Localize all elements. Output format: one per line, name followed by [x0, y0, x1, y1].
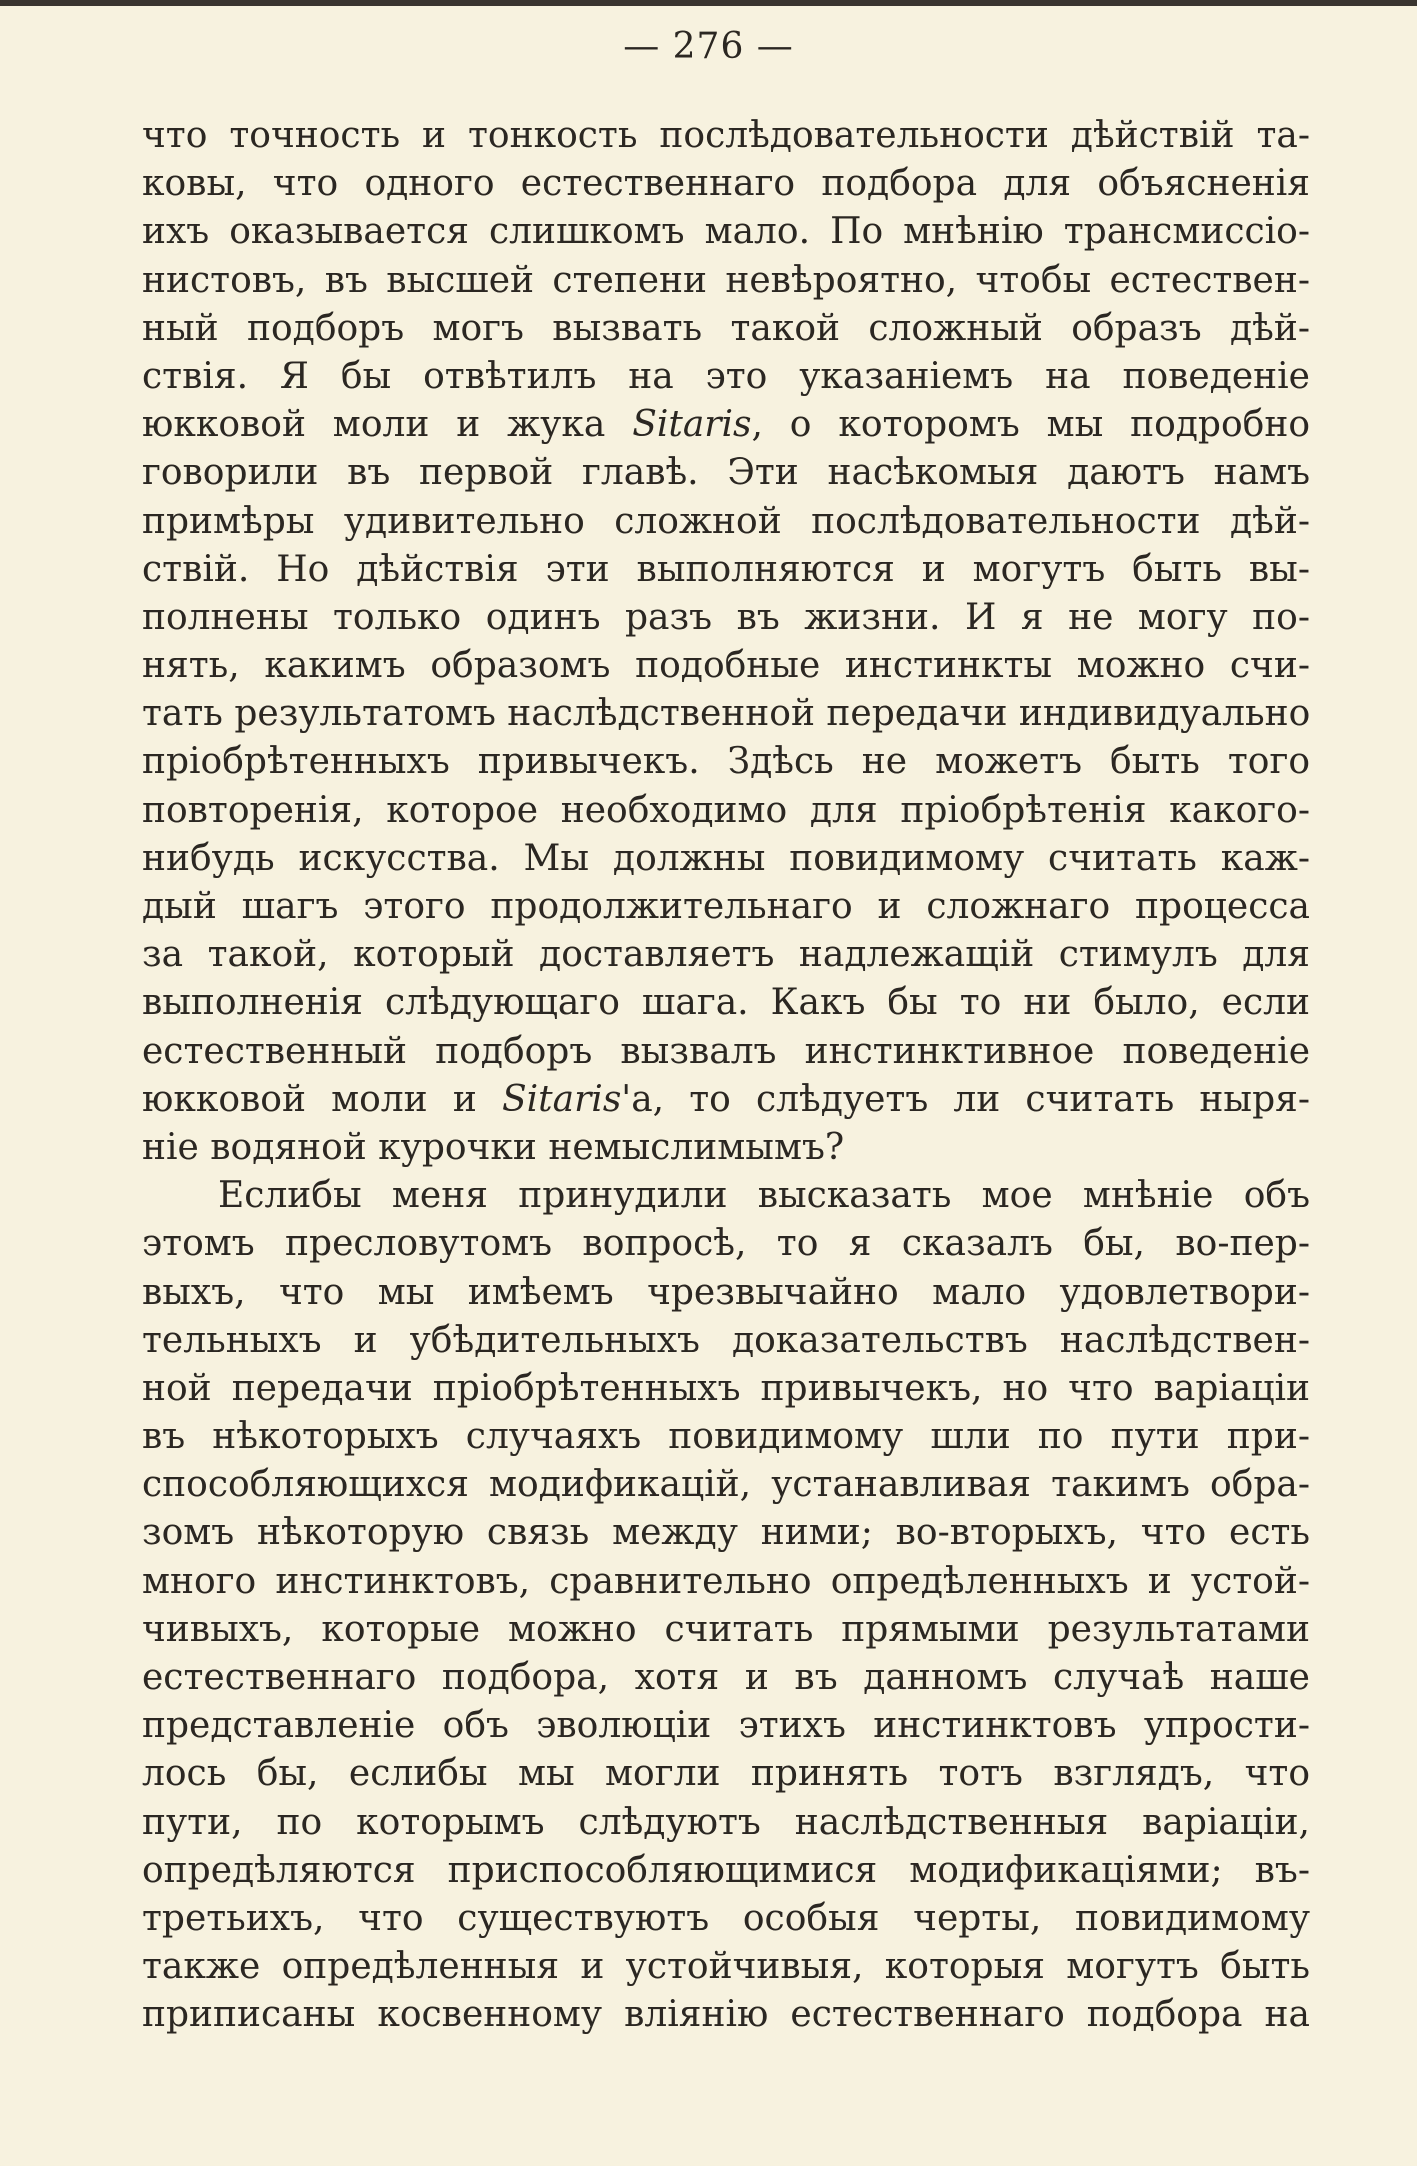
- text-line: примѣры удивительно сложной послѣдовательности дѣй-: [142, 500, 1310, 542]
- text-line: приписаны косвенному вліянію естественнаго подбора на: [142, 1994, 1310, 2036]
- text-line: ковы, что одного естественнаго подбора для объясненія: [142, 163, 1310, 205]
- text-line: повторенія, которое необходимо для пріобрѣтенія какого-: [142, 789, 1310, 831]
- text-line: естественнаго подбора, хотя и въ данномъ случаѣ наше: [142, 1657, 1310, 1698]
- text-line: за такой, который доставляетъ надлежащій стимулъ для: [142, 934, 1310, 976]
- text-line: пріобрѣтенныхъ привычекъ. Здѣсь не можетъ быть того: [142, 741, 1310, 783]
- italic-term: Sitaris: [632, 404, 752, 446]
- text-line: опредѣляются приспособляющимися модификаціями; въ-: [142, 1849, 1310, 1891]
- text-line: выхъ, что мы имѣемъ чрезвычайно мало удовлетвори-: [142, 1271, 1310, 1313]
- text-line: лось бы, еслибы мы могли принять тотъ взглядъ, что: [142, 1753, 1310, 1795]
- text-line: также опредѣленныя и устойчивыя, которыя могутъ быть: [142, 1946, 1310, 1988]
- text-line: много инстинктовъ, сравнительно опредѣленныхъ и устой-: [142, 1560, 1310, 1602]
- text-line: пути, по которымъ слѣдуютъ наслѣдственныя варіаціи,: [142, 1801, 1310, 1843]
- text-line: естественный подборъ вызвалъ инстинктивное поведеніе: [142, 1030, 1310, 1072]
- text-line: третьихъ, что существуютъ особыя черты, повидимому: [142, 1897, 1310, 1939]
- text-line: тельныхъ и убѣдительныхъ доказательствъ наслѣдствен-: [142, 1319, 1310, 1361]
- text-line: ствія. Я бы отвѣтилъ на это указаніемъ на поведеніе: [142, 355, 1310, 397]
- text-line: нистовъ, въ высшей степени невѣроятно, чтобы естествен-: [142, 259, 1310, 301]
- text-line: говорили въ первой главѣ. Эти насѣкомыя даютъ намъ: [142, 452, 1310, 494]
- text-line: юкковой моли и Sitaris'а, то слѣдуетъ ли считать ныря-: [142, 1078, 1310, 1120]
- page-number: — 276 —: [623, 26, 794, 67]
- text-line: ный подборъ могъ вызвать такой сложный образъ дѣй-: [142, 307, 1310, 349]
- text-line: въ нѣкоторыхъ случаяхъ повидимому шли по пути при-: [142, 1416, 1310, 1458]
- italic-term: Sitaris: [501, 1078, 622, 1120]
- text-line: зомъ нѣкоторую связь между ними; во-вторыхъ, что есть: [142, 1512, 1310, 1554]
- text-line: ной передачи пріобрѣтенныхъ привычекъ, но что варіаціи: [142, 1367, 1310, 1409]
- text-line: выполненія слѣдующаго шага. Какъ бы то ни было, если: [142, 982, 1310, 1024]
- text-line: юкковой моли и жука Sitaris, о которомъ мы подробно: [142, 404, 1310, 446]
- text-line: способляющихся модификацій, устанавливая такимъ обра-: [142, 1464, 1310, 1506]
- text-line: ніе водяной курочки немыслимымъ?: [142, 1126, 845, 1168]
- text-line: ствій. Но дѣйствія эти выполняются и могутъ быть вы-: [142, 548, 1310, 590]
- paragraph-first-line: Еслибы меня принудили высказать мое мнѣніе объ: [218, 1175, 1310, 1217]
- text-line: этомъ пресловутомъ вопросѣ, то я сказалъ бы, во-пер-: [142, 1223, 1310, 1265]
- text-line: нять, какимъ образомъ подобные инстинкты можно счи-: [142, 645, 1310, 687]
- text-line: ихъ оказывается слишкомъ мало. По мнѣнію трансмиссіо-: [142, 211, 1310, 253]
- text-line: чивыхъ, которые можно считать прямыми результатами: [142, 1608, 1310, 1650]
- body-text: [142, 112, 1310, 2040]
- text-line: представленіе объ эволюціи этихъ инстинктовъ упрости-: [142, 1705, 1310, 1747]
- text-line: дый шагъ этого продолжительнаго и сложнаго процесса: [142, 886, 1310, 927]
- text-line: нибудь искусства. Мы должны повидимому считать каж-: [142, 837, 1310, 879]
- text-line: полнены только одинъ разъ въ жизни. И я не могу по-: [142, 596, 1310, 638]
- text-line: тать результатомъ наслѣдственной передачи индивидуально: [142, 693, 1310, 735]
- top-border-rule: [0, 0, 1417, 6]
- text-line: что точность и тонкость послѣдовательности дѣйствій та-: [142, 115, 1310, 156]
